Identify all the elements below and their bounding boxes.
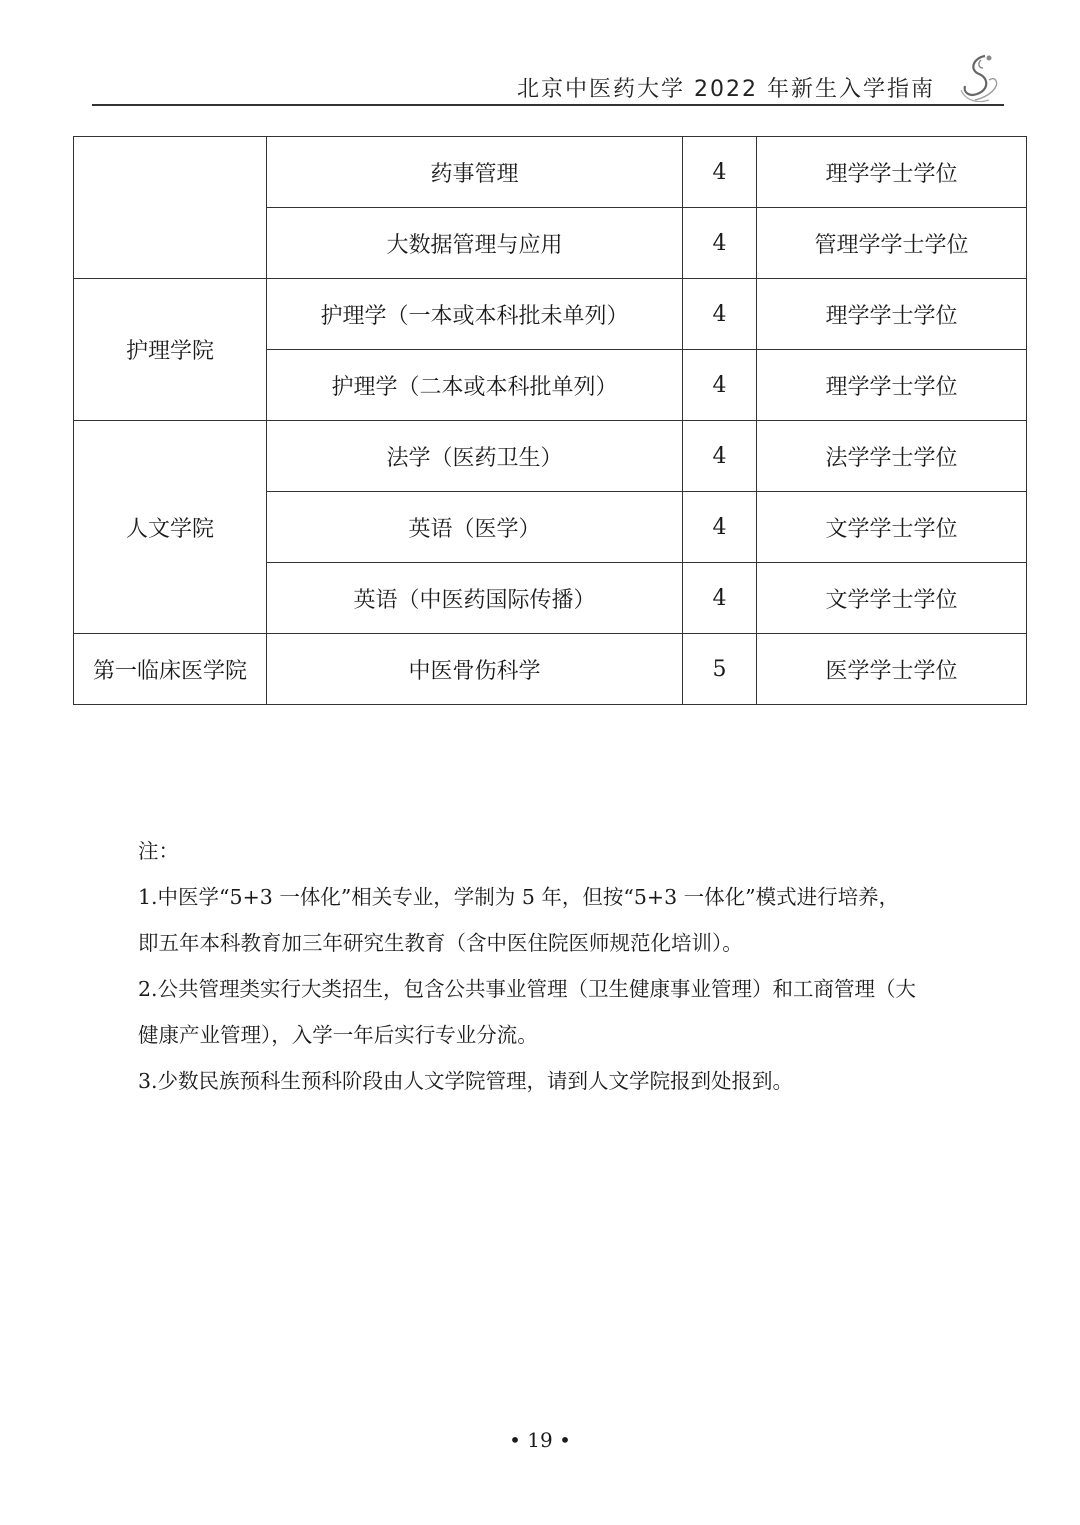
major-cell: 中医骨伤科学: [267, 634, 683, 705]
major-cell: 法学（医药卫生）: [267, 421, 683, 492]
major-cell: 护理学（二本或本科批单列）: [267, 350, 683, 421]
degree-cell: 理学学士学位: [757, 137, 1027, 208]
degree-cell: 医学学士学位: [757, 634, 1027, 705]
note-line: 健康产业管理），入学一年后实行专业分流。: [138, 1023, 538, 1047]
years-cell: 4: [683, 492, 757, 563]
table-row: [74, 421, 1027, 492]
table-row: [74, 279, 1027, 350]
degree-cell: 文学学士学位: [757, 492, 1027, 563]
notes-heading: 注：: [138, 839, 179, 863]
note-line: 2.公共管理类实行大类招生，包含公共事业管理（卫生健康事业管理）和工商管理（大: [138, 977, 917, 1001]
table-row: [74, 137, 1027, 208]
majors-table: [73, 136, 1027, 705]
table-row: [74, 634, 1027, 705]
note-line: 3.少数民族预科生预科阶段由人文学院管理，请到人文学院报到处报到。: [138, 1069, 794, 1093]
major-cell: 英语（中医药国际传播）: [267, 563, 683, 634]
years-cell: 4: [683, 421, 757, 492]
page-number: • 19 •: [509, 1428, 571, 1452]
major-cell: 英语（医学）: [267, 492, 683, 563]
note-line: 1.中医学“5+3 一体化”相关专业，学制为 5 年，但按“5+3 一体化”模式进行培养，: [138, 885, 900, 909]
degree-cell: 文学学士学位: [757, 563, 1027, 634]
years-cell: 4: [683, 563, 757, 634]
degree-cell: 理学学士学位: [757, 350, 1027, 421]
college-cell: [74, 137, 267, 279]
notes-section: [138, 828, 978, 1104]
years-cell: 4: [683, 208, 757, 279]
years-cell: 4: [683, 137, 757, 208]
years-cell: 5: [683, 634, 757, 705]
note-line: 即五年本科教育加三年研究生教育（含中医住院医师规范化培训）。: [138, 931, 743, 955]
college-cell: 护理学院: [74, 279, 267, 421]
major-cell: 药事管理: [267, 137, 683, 208]
major-cell: 大数据管理与应用: [267, 208, 683, 279]
years-cell: 4: [683, 350, 757, 421]
degree-cell: 法学学士学位: [757, 421, 1027, 492]
header-title: 北京中医药大学 2022 年新生入学指南: [517, 77, 935, 102]
floral-ornament-icon: [955, 50, 1005, 106]
header-rule: [92, 104, 1004, 106]
years-cell: 4: [683, 279, 757, 350]
degree-cell: 管理学学士学位: [757, 208, 1027, 279]
college-cell: 人文学院: [74, 421, 267, 634]
major-cell: 护理学（一本或本科批未单列）: [267, 279, 683, 350]
degree-cell: 理学学士学位: [757, 279, 1027, 350]
college-cell: 第一临床医学院: [74, 634, 267, 705]
